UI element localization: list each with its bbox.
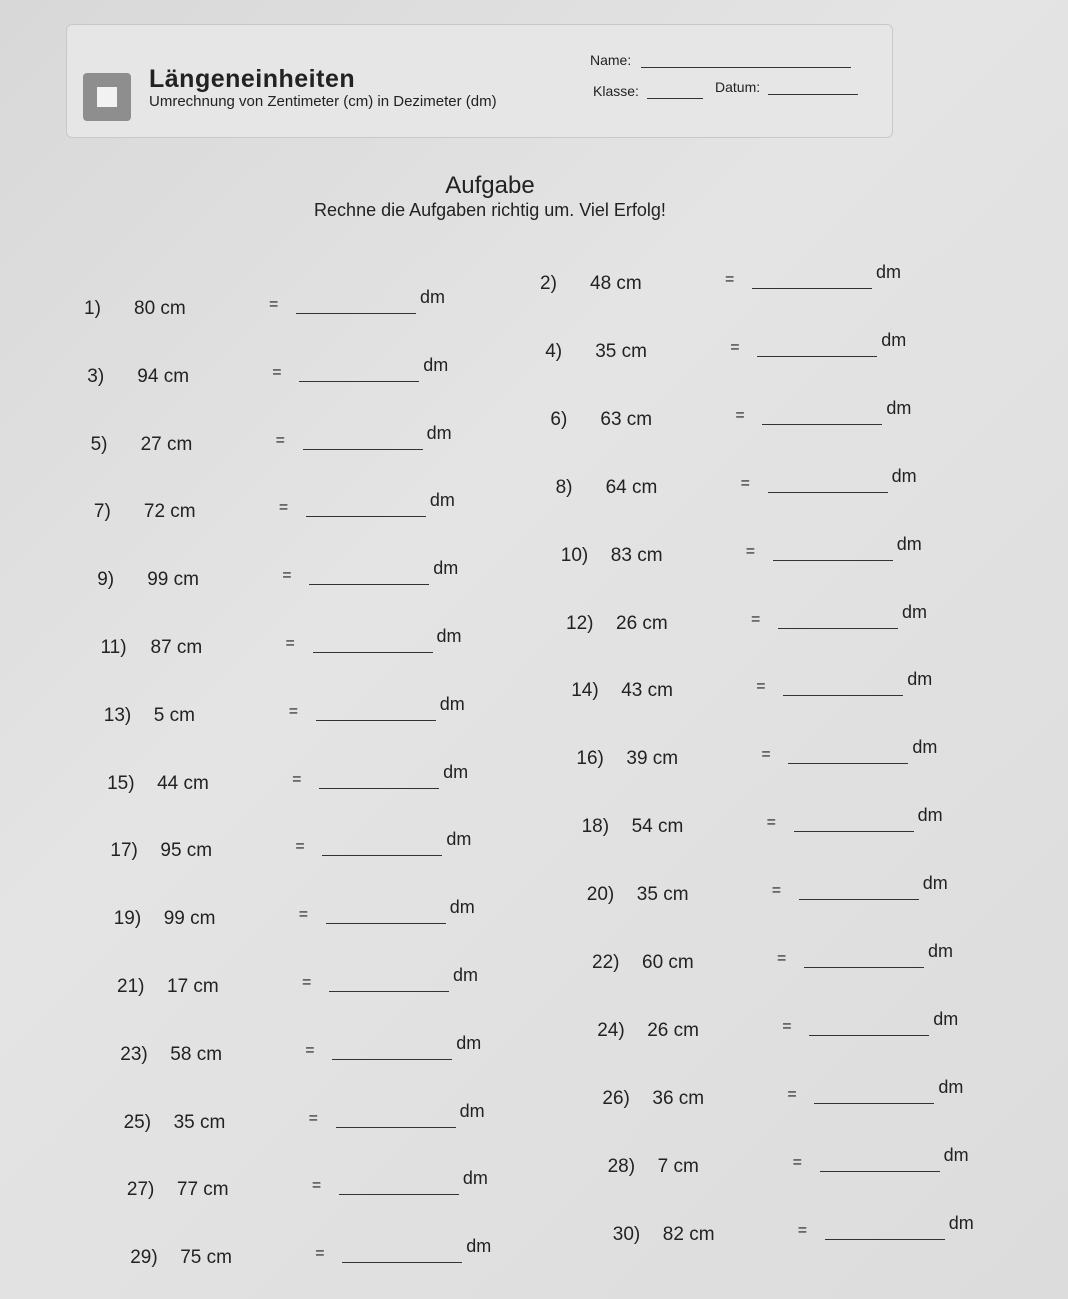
date-field[interactable]	[715, 79, 858, 95]
task-unit: dm	[896, 533, 922, 554]
answer-blank[interactable]	[303, 449, 423, 450]
task-item	[114, 890, 494, 930]
task-unit: dm	[876, 262, 902, 282]
answer-blank[interactable]	[783, 695, 903, 696]
task-number: 28)	[607, 1155, 636, 1177]
equals-sign: =	[295, 838, 305, 856]
equals-sign: =	[771, 882, 782, 900]
task-item	[117, 958, 497, 998]
class-label: Klasse:	[593, 83, 639, 99]
task-number: 4)	[545, 340, 563, 362]
answer-blank[interactable]	[804, 967, 924, 968]
task-value: 54 cm	[631, 816, 684, 838]
task-item	[87, 348, 467, 388]
task-item	[94, 483, 474, 523]
task-value: 17 cm	[167, 976, 219, 997]
answer-blank[interactable]	[296, 313, 416, 314]
task-unit: dm	[917, 805, 943, 826]
task-unit: dm	[423, 354, 449, 375]
task-item	[561, 527, 941, 567]
name-label: Name:	[590, 52, 632, 68]
task-item	[597, 1002, 977, 1042]
equals-sign: =	[272, 363, 282, 381]
class-line	[647, 98, 703, 99]
task-item	[84, 280, 464, 320]
task-item	[582, 798, 962, 838]
task-item	[550, 391, 930, 431]
equals-sign: =	[282, 567, 292, 585]
date-label: Datum:	[715, 79, 761, 95]
task-unit: dm	[948, 1212, 974, 1233]
task-number: 25)	[123, 1111, 152, 1133]
task-value: 75 cm	[180, 1247, 232, 1269]
task-unit: dm	[462, 1168, 488, 1189]
equals-sign: =	[298, 906, 309, 924]
task-item	[566, 595, 946, 635]
task-number: 1)	[84, 298, 101, 319]
equals-sign: =	[288, 702, 299, 720]
task-item	[556, 459, 936, 499]
equals-sign: =	[766, 814, 776, 832]
answer-blank[interactable]	[794, 831, 914, 832]
answer-blank[interactable]	[820, 1171, 940, 1172]
task-unit: dm	[922, 873, 948, 894]
worksheet-title: Längeneinheiten	[149, 65, 356, 93]
equals-sign: =	[797, 1221, 808, 1239]
task-number: 15)	[107, 772, 135, 794]
task-item	[124, 1094, 504, 1134]
task-value: 35 cm	[636, 884, 689, 906]
task-number: 13)	[103, 704, 132, 726]
task-number: 6)	[550, 408, 568, 430]
equals-sign: =	[292, 770, 302, 788]
equals-sign: =	[751, 610, 761, 628]
equals-sign: =	[792, 1153, 802, 1171]
name-field[interactable]	[590, 52, 851, 68]
task-value: 27 cm	[140, 433, 193, 455]
task-number: 9)	[97, 569, 115, 591]
task-value: 63 cm	[600, 408, 653, 430]
task-number: 8)	[555, 476, 573, 498]
task-number: 18)	[581, 816, 610, 838]
task-item	[602, 1070, 982, 1110]
task-unit: dm	[912, 737, 938, 758]
task-value: 77 cm	[176, 1179, 229, 1201]
equals-sign: =	[305, 1041, 315, 1059]
task-item	[110, 822, 490, 862]
task-item	[120, 1026, 500, 1066]
task-number: 5)	[90, 433, 108, 455]
task-unit: dm	[443, 761, 469, 782]
answer-blank[interactable]	[322, 855, 442, 856]
answer-blank[interactable]	[339, 1194, 459, 1195]
equals-sign: =	[745, 542, 756, 560]
task-unit: dm	[886, 397, 912, 418]
task-unit: dm	[943, 1144, 969, 1165]
task-item	[91, 416, 471, 456]
worksheet-header	[66, 24, 893, 138]
equals-sign: =	[311, 1177, 322, 1195]
task-value: 39 cm	[626, 748, 679, 770]
answer-blank[interactable]	[336, 1127, 456, 1128]
task-value: 48 cm	[590, 273, 642, 294]
answer-blank[interactable]	[316, 720, 436, 721]
answer-blank[interactable]	[313, 652, 433, 653]
answer-blank[interactable]	[768, 492, 888, 493]
task-number: 26)	[602, 1087, 630, 1109]
task-unit: dm	[429, 490, 455, 511]
section-title: Aufgabe	[445, 172, 535, 199]
task-item	[104, 687, 484, 727]
worksheet-subtitle: Umrechnung von Zentimeter (cm) in Dezimeter (dm)	[149, 93, 497, 110]
task-value: 35 cm	[595, 340, 647, 362]
task-value: 83 cm	[610, 544, 663, 566]
equals-sign: =	[302, 974, 312, 991]
answer-blank[interactable]	[778, 628, 898, 629]
equals-sign: =	[275, 431, 285, 449]
task-unit: dm	[439, 693, 465, 714]
task-number: 10)	[560, 544, 589, 566]
task-unit: dm	[928, 941, 954, 961]
task-unit: dm	[426, 422, 452, 443]
task-value: 44 cm	[157, 772, 209, 794]
task-value: 43 cm	[621, 680, 673, 702]
task-item	[613, 1206, 993, 1246]
task-unit: dm	[453, 965, 479, 985]
answer-blank[interactable]	[299, 381, 419, 382]
task-item	[107, 755, 487, 795]
section-instruction: Rechne die Aufgaben richtig um. Viel Erfolg!	[314, 200, 666, 220]
task-number: 14)	[571, 680, 599, 702]
task-unit: dm	[433, 558, 459, 579]
task-value: 58 cm	[170, 1043, 223, 1065]
task-value: 7 cm	[657, 1155, 699, 1177]
equals-sign: =	[756, 678, 766, 696]
task-number: 23)	[120, 1043, 148, 1065]
task-number: 19)	[113, 908, 142, 930]
answer-blank[interactable]	[326, 923, 446, 924]
class-field[interactable]	[593, 83, 703, 99]
task-number: 29)	[130, 1247, 158, 1269]
answer-blank[interactable]	[773, 560, 893, 561]
equals-sign: =	[777, 950, 787, 967]
name-line	[641, 67, 851, 68]
task-unit: dm	[933, 1008, 959, 1029]
task-number: 12)	[566, 612, 594, 634]
task-item	[97, 551, 477, 591]
task-number: 16)	[576, 748, 604, 770]
task-item	[608, 1138, 988, 1178]
task-value: 80 cm	[134, 298, 186, 319]
task-number: 30)	[612, 1223, 641, 1245]
answer-blank[interactable]	[309, 584, 429, 585]
answer-blank[interactable]	[329, 991, 449, 992]
answer-blank[interactable]	[306, 516, 426, 517]
task-unit: dm	[446, 829, 472, 850]
answer-blank[interactable]	[762, 424, 882, 425]
logo-icon	[83, 73, 131, 121]
task-unit: dm	[456, 1032, 482, 1053]
task-number: 17)	[110, 840, 138, 862]
answer-blank[interactable]	[809, 1035, 929, 1036]
equals-sign: =	[735, 406, 745, 424]
task-unit: dm	[907, 669, 933, 690]
task-value: 95 cm	[160, 840, 213, 862]
task-number: 27)	[126, 1179, 155, 1201]
answer-blank[interactable]	[319, 788, 439, 789]
equals-sign: =	[730, 338, 740, 356]
task-number: 3)	[87, 365, 105, 387]
task-unit: dm	[938, 1076, 964, 1097]
task-value: 87 cm	[150, 637, 203, 658]
task-value: 99 cm	[163, 908, 216, 930]
task-item	[101, 619, 481, 659]
task-value: 60 cm	[642, 952, 694, 973]
task-value: 82 cm	[662, 1223, 715, 1245]
task-item	[592, 934, 972, 974]
task-item	[576, 730, 956, 770]
task-value: 36 cm	[652, 1087, 705, 1109]
equals-sign: =	[285, 635, 295, 652]
answer-blank[interactable]	[342, 1262, 462, 1263]
task-value: 26 cm	[647, 1019, 699, 1041]
task-unit: dm	[466, 1236, 492, 1257]
task-item	[545, 323, 925, 363]
task-value: 72 cm	[143, 501, 196, 523]
task-item	[540, 255, 920, 295]
task-item	[127, 1161, 507, 1201]
task-unit: dm	[881, 329, 907, 350]
equals-sign: =	[308, 1109, 318, 1127]
task-number: 11)	[100, 637, 127, 658]
task-number: 7)	[93, 501, 111, 523]
equals-sign: =	[278, 499, 289, 517]
answer-blank[interactable]	[332, 1059, 452, 1060]
answer-blank[interactable]	[825, 1239, 945, 1240]
task-value: 26 cm	[616, 612, 668, 634]
task-number: 24)	[597, 1019, 625, 1041]
task-unit: dm	[436, 626, 462, 646]
task-number: 21)	[117, 976, 145, 997]
task-unit: dm	[891, 465, 917, 486]
task-value: 64 cm	[605, 476, 658, 498]
equals-sign: =	[740, 474, 750, 492]
equals-sign: =	[269, 296, 279, 313]
task-value: 5 cm	[153, 704, 195, 726]
answer-blank[interactable]	[788, 763, 908, 764]
task-item	[571, 662, 951, 702]
task-number: 22)	[592, 952, 620, 973]
answer-blank[interactable]	[799, 899, 919, 900]
task-value: 35 cm	[173, 1111, 226, 1133]
answer-blank[interactable]	[752, 288, 872, 289]
task-number: 20)	[586, 884, 615, 906]
task-item	[587, 866, 967, 906]
task-unit: dm	[449, 897, 475, 918]
task-unit: dm	[459, 1100, 485, 1121]
task-number: 2)	[540, 273, 557, 294]
answer-blank[interactable]	[757, 356, 877, 357]
task-unit: dm	[902, 601, 928, 622]
task-item	[130, 1229, 510, 1269]
equals-sign: =	[725, 271, 735, 288]
task-value: 94 cm	[137, 365, 190, 387]
equals-sign: =	[782, 1017, 792, 1035]
answer-blank[interactable]	[814, 1103, 934, 1104]
date-line	[768, 94, 858, 95]
equals-sign: =	[315, 1245, 325, 1263]
task-unit: dm	[420, 287, 446, 307]
equals-sign: =	[761, 746, 771, 764]
task-value: 99 cm	[147, 569, 199, 591]
equals-sign: =	[787, 1085, 797, 1103]
